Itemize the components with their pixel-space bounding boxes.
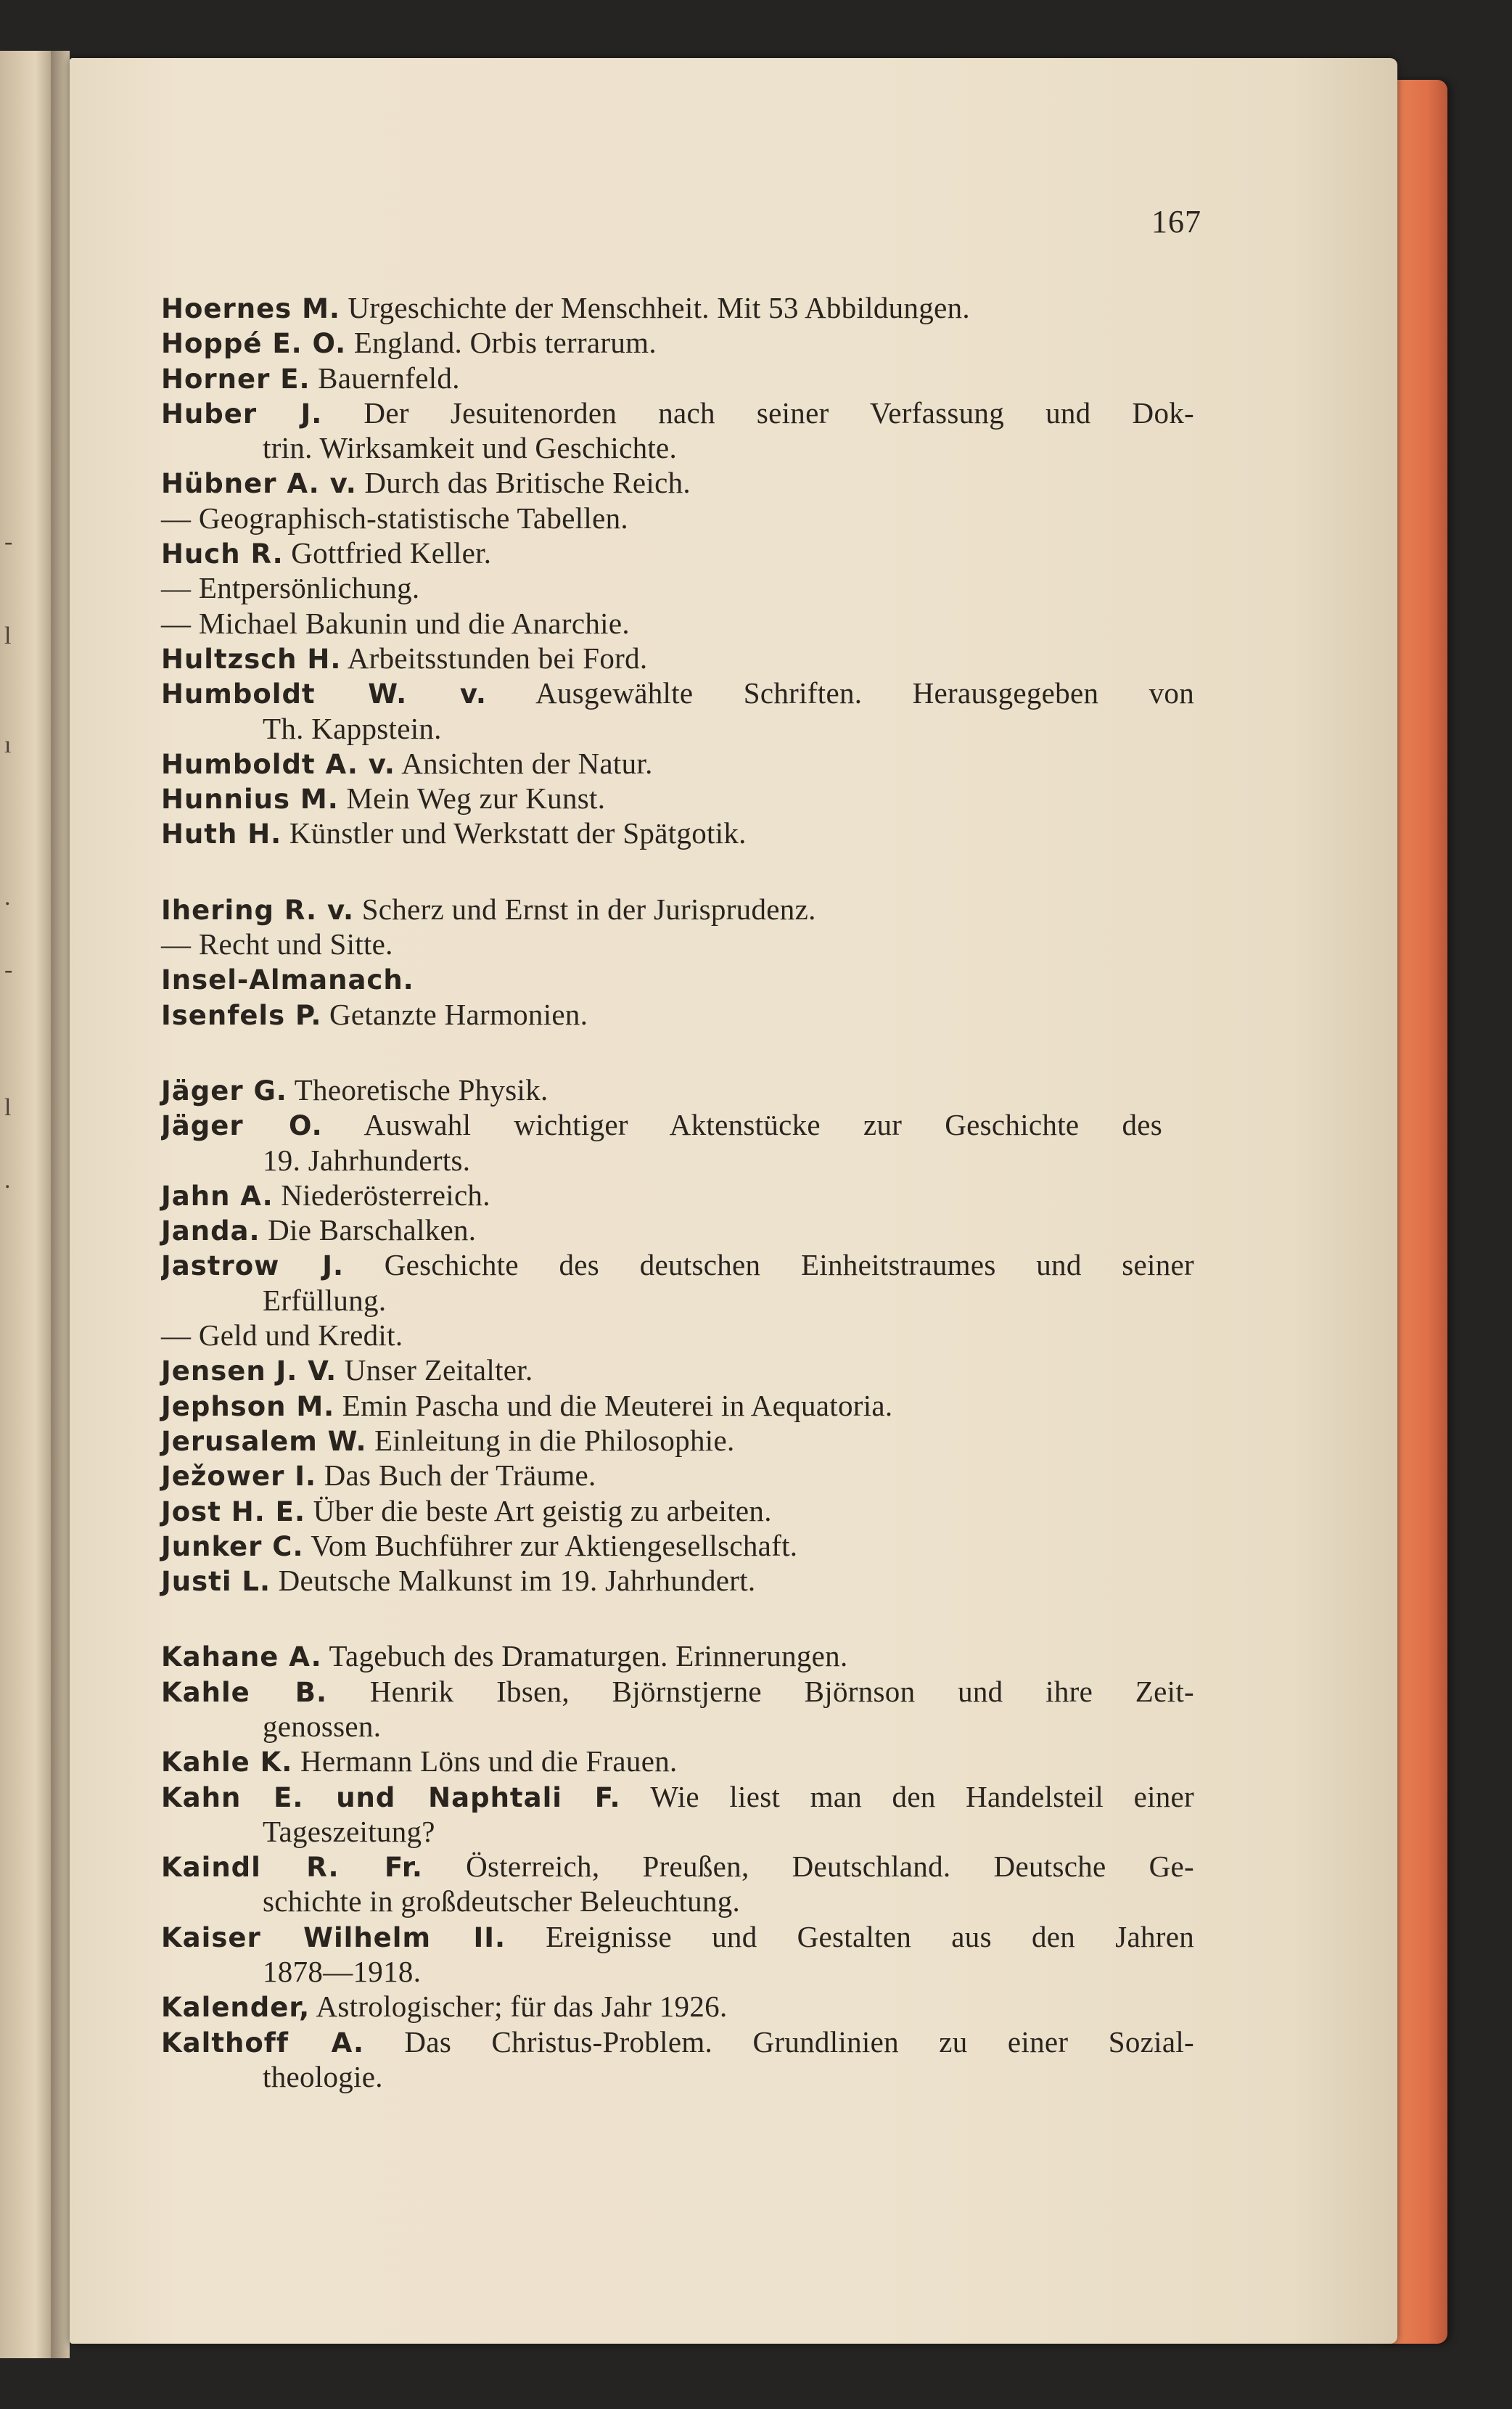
title-text: Ereignisse und Gestalten aus den Jahren (546, 1919, 1194, 1953)
index-entry (161, 1072, 1194, 1107)
index-entry (161, 816, 1194, 850)
index-list (161, 290, 1194, 2094)
title-text: Künstler und Werkstatt der Spätgotik. (289, 816, 747, 850)
author-name: Huber J. (161, 398, 323, 430)
title-text: Bauernfeld. (318, 361, 460, 395)
title-text: Geschichte des deutschen Einheitstraumes und seiner (384, 1248, 1194, 1282)
index-entry (161, 1744, 1194, 1778)
author-name: Jensen J. V. (161, 1355, 337, 1387)
entry-continuation: trin. Wirksamkeit und Geschichte. (263, 431, 678, 465)
author-name: Kahn E. und Naphtali F. (161, 1781, 621, 1813)
book-gutter (51, 51, 70, 2358)
index-entry (161, 1388, 1194, 1423)
index-entry (161, 1779, 1194, 1814)
author-name: Justi L. (161, 1566, 271, 1598)
ditto-dash: — (161, 606, 192, 640)
entry-continuation: genossen. (263, 1709, 382, 1743)
index-entry (161, 1318, 1194, 1353)
title-text: Astrologischer; für das Jahr 1926. (316, 1990, 728, 2024)
title-text: Scherz und Ernst in der Jurisprudenz. (361, 892, 816, 926)
author-name: Humboldt W. v. (161, 678, 487, 710)
index-entry (161, 1563, 1194, 1598)
author-name: Junker C. (161, 1530, 304, 1562)
author-name: Jäger G. (161, 1075, 287, 1107)
author-name: Kalender, (161, 1992, 311, 2024)
entry-continuation: theologie. (263, 2059, 383, 2093)
author-name: Hultzsch H. (161, 643, 342, 675)
author-name: Jäger O. (161, 1110, 323, 1142)
author-name: Kaiser Wilhelm II. (161, 1921, 506, 1953)
index-entry (161, 1638, 1194, 1673)
author-name: Janda. (161, 1215, 260, 1247)
previous-page-edge (0, 51, 52, 2358)
index-entry (161, 1247, 1194, 1282)
index-entry (161, 606, 1194, 641)
edge-mark: . (4, 1167, 11, 1194)
title-text: Geographisch-statistische Tabellen. (198, 501, 628, 535)
author-name: Jahn A. (161, 1180, 274, 1212)
section-gap (161, 1032, 1194, 1072)
title-text: Recht und Sitte. (198, 927, 393, 961)
section-gap (161, 851, 1194, 892)
author-name: Hoernes M. (161, 293, 340, 324)
title-text: Gottfried Keller. (291, 536, 492, 570)
author-name: Jephson M. (161, 1390, 335, 1422)
author-name: Jerusalem W. (161, 1425, 367, 1457)
title-text: Tagebuch des Dramaturgen. Erinnerungen. (329, 1639, 848, 1673)
title-text: Ausgewählte Schriften. Herausgegeben von (535, 676, 1194, 710)
index-entry (161, 325, 1194, 360)
title-text: Einleitung in die Philosophie. (374, 1423, 735, 1457)
ditto-dash: — (161, 571, 192, 605)
title-text: Geld und Kredit. (198, 1318, 403, 1353)
title-text: England. Orbis terrarum. (353, 326, 657, 360)
author-name: Kalthoff A. (161, 2027, 365, 2059)
entry-continuation: 1878—1918. (263, 1955, 422, 1989)
title-text: Auswahl wichtiger Aktenstücke zur Geschichte des (363, 1108, 1162, 1142)
ditto-dash: — (161, 501, 192, 535)
index-entry (161, 1423, 1194, 1458)
author-name: Hoppé E. O. (161, 328, 347, 360)
author-name: Ježower I. (161, 1461, 317, 1493)
index-entry (161, 961, 1194, 996)
index-entry (161, 1849, 1194, 1884)
title-text: Unser Zeitalter. (344, 1353, 533, 1387)
author-name: Isenfels P. (161, 999, 322, 1031)
title-text: Wie liest man den Handelsteil einer (650, 1779, 1194, 1813)
index-entry (161, 361, 1194, 395)
title-text: Hermann Löns und die Frauen. (300, 1744, 678, 1778)
author-name: Kahle K. (161, 1747, 293, 1778)
author-name: Jost H. E. (161, 1495, 306, 1527)
author-name: Horner E. (161, 363, 311, 395)
edge-mark: l (4, 623, 12, 649)
title-text: Henrik Ibsen, Björnstjerne Björnson und ihre Zeit- (369, 1674, 1194, 1708)
index-entry (161, 535, 1194, 570)
section-gap (161, 1598, 1194, 1638)
title-text: Deutsche Malkunst im 19. Jahrhundert. (278, 1564, 756, 1598)
index-entry (161, 1989, 1194, 2024)
title-text: Theoretische Physik. (294, 1072, 548, 1107)
index-entry (161, 676, 1194, 710)
entry-continuation: Tageszeitung? (263, 1814, 435, 1848)
title-text: Ansichten der Natur. (401, 746, 653, 780)
entry-continuation: 19. Jahrhunderts. (263, 1143, 471, 1177)
author-name: Kahane A. (161, 1641, 322, 1673)
title-text: Durch das Britische Reich. (364, 466, 691, 500)
edge-mark: - (4, 956, 13, 983)
index-entry (161, 501, 1194, 535)
author-name: Huth H. (161, 818, 282, 850)
edge-mark: - (4, 528, 13, 555)
entry-continuation: schichte in großdeutscher Beleuchtung. (263, 1884, 741, 1918)
title-text: Urgeschichte der Menschheit. Mit 53 Abbildungen. (348, 291, 970, 324)
title-text: Michael Bakunin und die Anarchie. (198, 606, 630, 640)
index-entry (161, 1178, 1194, 1212)
index-entry (161, 1919, 1194, 1954)
index-entry (161, 1674, 1194, 1709)
title-text: Arbeitsstunden bei Ford. (347, 641, 648, 675)
title-text: Vom Buchführer zur Aktiengesellschaft. (311, 1528, 798, 1562)
index-entry (161, 2024, 1194, 2059)
index-entry (161, 746, 1194, 781)
index-entry (161, 395, 1194, 430)
title-text: Das Buch der Träume. (324, 1458, 596, 1493)
author-name: Humboldt A. v. (161, 748, 395, 780)
author-name: Insel-Almanach. (161, 964, 414, 996)
title-text: Emin Pascha und die Meuterei in Aequatoria. (342, 1388, 893, 1422)
ditto-dash: — (161, 927, 192, 961)
title-text: Österreich, Preußen, Deutschland. Deutsche Ge- (466, 1850, 1194, 1884)
title-text: Der Jesuitenorden nach seiner Verfassung und Dok- (363, 395, 1194, 430)
index-entry (161, 1107, 1162, 1142)
title-text: Über die beste Art geistig zu arbeiten. (313, 1493, 772, 1527)
edge-mark: ı (4, 731, 12, 758)
page-number: 167 (1151, 204, 1201, 239)
title-text: Niederösterreich. (281, 1178, 490, 1212)
author-name: Ihering R. v. (161, 894, 355, 926)
index-entry (161, 927, 1194, 961)
index-entry (161, 1458, 1194, 1493)
author-name: Kahle B. (161, 1676, 328, 1708)
author-name: Jastrow J. (161, 1250, 345, 1282)
title-text: Das Christus-Problem. Grundlinien zu einer Sozial- (404, 2024, 1194, 2059)
author-name: Hunnius M. (161, 784, 339, 816)
entry-continuation: Erfüllung. (263, 1283, 387, 1317)
edge-mark: l (4, 1094, 12, 1121)
entry-continuation: Th. Kappstein. (263, 711, 442, 745)
index-entry (161, 997, 1194, 1032)
index-entry (161, 1493, 1194, 1528)
author-name: Kaindl R. Fr. (161, 1852, 423, 1884)
title-text: Die Barschalken. (268, 1213, 477, 1247)
author-name: Hübner A. v. (161, 468, 357, 500)
author-name: Huch R. (161, 538, 284, 570)
index-entry (161, 892, 1194, 927)
index-entry (161, 1212, 1194, 1247)
ditto-dash: — (161, 1318, 192, 1353)
index-entry (161, 641, 1194, 676)
title-text: Getanzte Harmonien. (329, 997, 588, 1031)
index-entry (161, 465, 1194, 500)
index-entry (161, 570, 1194, 605)
index-entry (161, 1353, 1194, 1387)
title-text: Mein Weg zur Kunst. (346, 781, 606, 816)
index-entry (161, 781, 1194, 816)
title-text: Entpersönlichung. (198, 571, 420, 605)
edge-mark: . (4, 884, 11, 911)
index-entry (161, 290, 1194, 325)
index-entry (161, 1528, 1194, 1563)
